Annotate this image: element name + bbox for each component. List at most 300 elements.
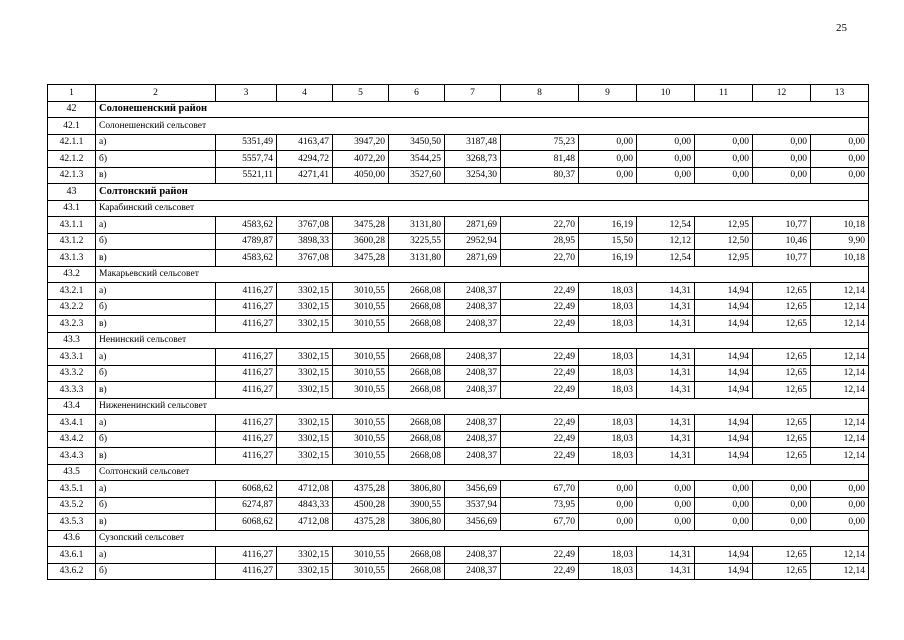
value-cell: 0,00 bbox=[579, 151, 637, 168]
value-cell: 4500,28 bbox=[333, 497, 389, 514]
value-cell: 3010,55 bbox=[333, 283, 389, 300]
value-cell: 3767,08 bbox=[277, 217, 333, 234]
value-cell: 2408,37 bbox=[445, 283, 501, 300]
value-cell: 3806,80 bbox=[389, 481, 445, 498]
value-cell: 12,65 bbox=[753, 547, 811, 564]
value-cell: 0,00 bbox=[579, 481, 637, 498]
value-cell: 0,00 bbox=[579, 497, 637, 514]
value-cell: 12,14 bbox=[811, 382, 869, 399]
value-cell: 67,70 bbox=[501, 481, 579, 498]
value-cell: 14,94 bbox=[695, 382, 753, 399]
value-cell: 3767,08 bbox=[277, 250, 333, 267]
value-cell: 0,00 bbox=[753, 514, 811, 531]
value-cell: 18,03 bbox=[579, 563, 637, 580]
table-row bbox=[48, 299, 869, 316]
value-cell: 12,14 bbox=[811, 448, 869, 465]
value-cell: 14,31 bbox=[637, 283, 695, 300]
value-cell: 18,03 bbox=[579, 382, 637, 399]
value-cell: 3302,15 bbox=[277, 448, 333, 465]
value-cell: 3010,55 bbox=[333, 563, 389, 580]
value-cell: 14,31 bbox=[637, 431, 695, 448]
value-cell: 3302,15 bbox=[277, 349, 333, 366]
value-cell: 2668,08 bbox=[389, 349, 445, 366]
value-cell: 3131,80 bbox=[389, 250, 445, 267]
value-cell: 14,94 bbox=[695, 283, 753, 300]
row-code: 42.1 bbox=[48, 118, 96, 135]
value-cell: 0,00 bbox=[695, 514, 753, 531]
value-cell: 2668,08 bbox=[389, 547, 445, 564]
value-cell: 2408,37 bbox=[445, 448, 501, 465]
row-code: 43 bbox=[48, 184, 96, 201]
value-cell: 0,00 bbox=[695, 481, 753, 498]
value-cell: 4116,27 bbox=[216, 415, 277, 432]
value-cell: 0,00 bbox=[753, 167, 811, 184]
value-cell: 4116,27 bbox=[216, 547, 277, 564]
value-cell: 4843,33 bbox=[277, 497, 333, 514]
column-number-header: 8 bbox=[501, 85, 579, 102]
value-cell: 12,65 bbox=[753, 448, 811, 465]
column-number-header: 1 bbox=[48, 85, 96, 102]
value-cell: 4116,27 bbox=[216, 448, 277, 465]
table-row bbox=[48, 563, 869, 580]
council-row bbox=[48, 118, 869, 135]
value-cell: 4116,27 bbox=[216, 365, 277, 382]
row-variant: в) bbox=[96, 316, 216, 333]
value-cell: 4583,62 bbox=[216, 217, 277, 234]
value-cell: 2668,08 bbox=[389, 448, 445, 465]
value-cell: 14,94 bbox=[695, 299, 753, 316]
value-cell: 0,00 bbox=[753, 481, 811, 498]
value-cell: 18,03 bbox=[579, 431, 637, 448]
table-row bbox=[48, 448, 869, 465]
value-cell: 15,50 bbox=[579, 233, 637, 250]
value-cell: 0,00 bbox=[811, 481, 869, 498]
row-code: 42 bbox=[48, 101, 96, 118]
row-code: 43.2 bbox=[48, 266, 96, 283]
value-cell: 2668,08 bbox=[389, 415, 445, 432]
value-cell: 3302,15 bbox=[277, 547, 333, 564]
row-variant: б) bbox=[96, 497, 216, 514]
row-variant: а) bbox=[96, 134, 216, 151]
value-cell: 12,14 bbox=[811, 316, 869, 333]
value-cell: 3456,69 bbox=[445, 514, 501, 531]
district-row bbox=[48, 101, 869, 118]
value-cell: 3010,55 bbox=[333, 382, 389, 399]
value-cell: 12,65 bbox=[753, 415, 811, 432]
row-code: 42.1.2 bbox=[48, 151, 96, 168]
council-name: Сузопский сельсовет bbox=[96, 530, 869, 547]
row-code: 43.4 bbox=[48, 398, 96, 415]
row-code: 43.4.3 bbox=[48, 448, 96, 465]
table-header-row bbox=[48, 85, 869, 102]
value-cell: 14,94 bbox=[695, 415, 753, 432]
value-cell: 81,48 bbox=[501, 151, 579, 168]
value-cell: 18,03 bbox=[579, 299, 637, 316]
value-cell: 18,03 bbox=[579, 365, 637, 382]
tariff-table bbox=[47, 84, 869, 580]
column-number-header: 2 bbox=[96, 85, 216, 102]
value-cell: 2668,08 bbox=[389, 283, 445, 300]
value-cell: 75,23 bbox=[501, 134, 579, 151]
table-row bbox=[48, 547, 869, 564]
value-cell: 2668,08 bbox=[389, 365, 445, 382]
value-cell: 14,94 bbox=[695, 547, 753, 564]
value-cell: 0,00 bbox=[811, 167, 869, 184]
column-number-header: 7 bbox=[445, 85, 501, 102]
value-cell: 3537,94 bbox=[445, 497, 501, 514]
value-cell: 9,90 bbox=[811, 233, 869, 250]
value-cell: 12,65 bbox=[753, 365, 811, 382]
row-variant: а) bbox=[96, 415, 216, 432]
value-cell: 12,14 bbox=[811, 349, 869, 366]
table-row bbox=[48, 365, 869, 382]
table-row bbox=[48, 481, 869, 498]
value-cell: 12,14 bbox=[811, 563, 869, 580]
value-cell: 3302,15 bbox=[277, 365, 333, 382]
value-cell: 10,77 bbox=[753, 217, 811, 234]
value-cell: 14,94 bbox=[695, 349, 753, 366]
row-variant: а) bbox=[96, 547, 216, 564]
value-cell: 12,65 bbox=[753, 283, 811, 300]
value-cell: 3898,33 bbox=[277, 233, 333, 250]
value-cell: 14,31 bbox=[637, 349, 695, 366]
value-cell: 0,00 bbox=[637, 151, 695, 168]
column-number-header: 13 bbox=[811, 85, 869, 102]
value-cell: 22,70 bbox=[501, 250, 579, 267]
page-number: 25 bbox=[836, 22, 847, 34]
value-cell: 22,49 bbox=[501, 415, 579, 432]
value-cell: 22,49 bbox=[501, 431, 579, 448]
value-cell: 22,49 bbox=[501, 382, 579, 399]
row-variant: в) bbox=[96, 382, 216, 399]
value-cell: 18,03 bbox=[579, 448, 637, 465]
value-cell: 14,31 bbox=[637, 415, 695, 432]
value-cell: 3302,15 bbox=[277, 382, 333, 399]
value-cell: 2668,08 bbox=[389, 563, 445, 580]
value-cell: 2668,08 bbox=[389, 431, 445, 448]
value-cell: 14,31 bbox=[637, 448, 695, 465]
value-cell: 3010,55 bbox=[333, 547, 389, 564]
row-variant: б) bbox=[96, 151, 216, 168]
value-cell: 4163,47 bbox=[277, 134, 333, 151]
value-cell: 14,31 bbox=[637, 563, 695, 580]
value-cell: 3806,80 bbox=[389, 514, 445, 531]
value-cell: 3010,55 bbox=[333, 365, 389, 382]
value-cell: 2408,37 bbox=[445, 547, 501, 564]
council-row bbox=[48, 398, 869, 415]
value-cell: 3010,55 bbox=[333, 349, 389, 366]
value-cell: 4116,27 bbox=[216, 382, 277, 399]
row-variant: б) bbox=[96, 563, 216, 580]
table-row bbox=[48, 134, 869, 151]
value-cell: 3450,50 bbox=[389, 134, 445, 151]
value-cell: 12,65 bbox=[753, 316, 811, 333]
table-row bbox=[48, 415, 869, 432]
value-cell: 2668,08 bbox=[389, 316, 445, 333]
row-code: 43.5.2 bbox=[48, 497, 96, 514]
value-cell: 0,00 bbox=[753, 134, 811, 151]
value-cell: 14,31 bbox=[637, 365, 695, 382]
value-cell: 0,00 bbox=[695, 167, 753, 184]
value-cell: 12,65 bbox=[753, 299, 811, 316]
value-cell: 12,65 bbox=[753, 349, 811, 366]
value-cell: 3947,20 bbox=[333, 134, 389, 151]
value-cell: 12,14 bbox=[811, 299, 869, 316]
table-row bbox=[48, 514, 869, 531]
value-cell: 3131,80 bbox=[389, 217, 445, 234]
value-cell: 12,65 bbox=[753, 382, 811, 399]
row-code: 43.5.1 bbox=[48, 481, 96, 498]
value-cell: 0,00 bbox=[811, 514, 869, 531]
value-cell: 2668,08 bbox=[389, 382, 445, 399]
value-cell: 10,18 bbox=[811, 217, 869, 234]
council-row bbox=[48, 266, 869, 283]
value-cell: 12,95 bbox=[695, 250, 753, 267]
row-code: 42.1.1 bbox=[48, 134, 96, 151]
table-row bbox=[48, 349, 869, 366]
value-cell: 0,00 bbox=[579, 167, 637, 184]
value-cell: 0,00 bbox=[579, 134, 637, 151]
row-variant: б) bbox=[96, 299, 216, 316]
value-cell: 14,94 bbox=[695, 431, 753, 448]
value-cell: 18,03 bbox=[579, 547, 637, 564]
column-number-header: 4 bbox=[277, 85, 333, 102]
value-cell: 18,03 bbox=[579, 349, 637, 366]
value-cell: 5557,74 bbox=[216, 151, 277, 168]
value-cell: 6274,87 bbox=[216, 497, 277, 514]
value-cell: 2408,37 bbox=[445, 431, 501, 448]
value-cell: 0,00 bbox=[753, 497, 811, 514]
value-cell: 0,00 bbox=[637, 134, 695, 151]
value-cell: 4271,41 bbox=[277, 167, 333, 184]
row-code: 43.3.1 bbox=[48, 349, 96, 366]
value-cell: 0,00 bbox=[695, 134, 753, 151]
value-cell: 3302,15 bbox=[277, 283, 333, 300]
value-cell: 22,49 bbox=[501, 365, 579, 382]
value-cell: 2871,69 bbox=[445, 250, 501, 267]
value-cell: 4072,20 bbox=[333, 151, 389, 168]
row-code: 43.6 bbox=[48, 530, 96, 547]
row-variant: б) bbox=[96, 431, 216, 448]
value-cell: 22,49 bbox=[501, 283, 579, 300]
table-row bbox=[48, 217, 869, 234]
value-cell: 14,31 bbox=[637, 316, 695, 333]
value-cell: 22,49 bbox=[501, 448, 579, 465]
row-code: 43.6.2 bbox=[48, 563, 96, 580]
value-cell: 4116,27 bbox=[216, 299, 277, 316]
value-cell: 4712,08 bbox=[277, 481, 333, 498]
value-cell: 3010,55 bbox=[333, 415, 389, 432]
value-cell: 0,00 bbox=[637, 167, 695, 184]
row-variant: в) bbox=[96, 514, 216, 531]
value-cell: 67,70 bbox=[501, 514, 579, 531]
row-code: 43.2.1 bbox=[48, 283, 96, 300]
value-cell: 2871,69 bbox=[445, 217, 501, 234]
column-number-header: 10 bbox=[637, 85, 695, 102]
value-cell: 0,00 bbox=[637, 481, 695, 498]
value-cell: 10,18 bbox=[811, 250, 869, 267]
value-cell: 4789,87 bbox=[216, 233, 277, 250]
value-cell: 4116,27 bbox=[216, 563, 277, 580]
value-cell: 0,00 bbox=[637, 514, 695, 531]
value-cell: 4375,28 bbox=[333, 481, 389, 498]
row-code: 43.6.1 bbox=[48, 547, 96, 564]
value-cell: 12,14 bbox=[811, 415, 869, 432]
council-row bbox=[48, 200, 869, 217]
table-row bbox=[48, 382, 869, 399]
council-name: Солонешенский сельсовет bbox=[96, 118, 869, 135]
value-cell: 0,00 bbox=[695, 151, 753, 168]
row-code: 43.2.3 bbox=[48, 316, 96, 333]
row-code: 43.5 bbox=[48, 464, 96, 481]
value-cell: 3187,48 bbox=[445, 134, 501, 151]
council-row bbox=[48, 332, 869, 349]
value-cell: 22,49 bbox=[501, 547, 579, 564]
value-cell: 10,77 bbox=[753, 250, 811, 267]
column-number-header: 11 bbox=[695, 85, 753, 102]
row-code: 43.1.3 bbox=[48, 250, 96, 267]
column-number-header: 12 bbox=[753, 85, 811, 102]
value-cell: 80,37 bbox=[501, 167, 579, 184]
value-cell: 3010,55 bbox=[333, 299, 389, 316]
row-variant: а) bbox=[96, 481, 216, 498]
value-cell: 3225,55 bbox=[389, 233, 445, 250]
council-row bbox=[48, 530, 869, 547]
row-variant: а) bbox=[96, 217, 216, 234]
value-cell: 4583,62 bbox=[216, 250, 277, 267]
district-row bbox=[48, 184, 869, 201]
row-code: 43.2.2 bbox=[48, 299, 96, 316]
value-cell: 0,00 bbox=[637, 497, 695, 514]
value-cell: 12,14 bbox=[811, 431, 869, 448]
value-cell: 12,95 bbox=[695, 217, 753, 234]
value-cell: 2408,37 bbox=[445, 563, 501, 580]
value-cell: 28,95 bbox=[501, 233, 579, 250]
value-cell: 14,31 bbox=[637, 382, 695, 399]
value-cell: 22,70 bbox=[501, 217, 579, 234]
value-cell: 22,49 bbox=[501, 349, 579, 366]
row-variant: в) bbox=[96, 448, 216, 465]
value-cell: 2408,37 bbox=[445, 382, 501, 399]
value-cell: 5521,11 bbox=[216, 167, 277, 184]
value-cell: 3600,28 bbox=[333, 233, 389, 250]
council-name: Ненинский сельсовет bbox=[96, 332, 869, 349]
column-number-header: 3 bbox=[216, 85, 277, 102]
value-cell: 12,14 bbox=[811, 283, 869, 300]
row-code: 43.1 bbox=[48, 200, 96, 217]
table-row bbox=[48, 167, 869, 184]
value-cell: 3010,55 bbox=[333, 431, 389, 448]
row-code: 43.3.3 bbox=[48, 382, 96, 399]
value-cell: 4116,27 bbox=[216, 283, 277, 300]
value-cell: 4294,72 bbox=[277, 151, 333, 168]
value-cell: 18,03 bbox=[579, 283, 637, 300]
value-cell: 4375,28 bbox=[333, 514, 389, 531]
value-cell: 14,94 bbox=[695, 365, 753, 382]
value-cell: 12,54 bbox=[637, 250, 695, 267]
value-cell: 2408,37 bbox=[445, 299, 501, 316]
row-code: 43.1.1 bbox=[48, 217, 96, 234]
value-cell: 0,00 bbox=[811, 151, 869, 168]
column-number-header: 5 bbox=[333, 85, 389, 102]
value-cell: 6068,62 bbox=[216, 514, 277, 531]
table-row bbox=[48, 283, 869, 300]
value-cell: 3475,28 bbox=[333, 217, 389, 234]
table-row bbox=[48, 250, 869, 267]
value-cell: 18,03 bbox=[579, 316, 637, 333]
table-row bbox=[48, 316, 869, 333]
value-cell: 22,49 bbox=[501, 316, 579, 333]
value-cell: 3254,30 bbox=[445, 167, 501, 184]
district-name: Солтонский район bbox=[96, 184, 869, 201]
value-cell: 3475,28 bbox=[333, 250, 389, 267]
value-cell: 4116,27 bbox=[216, 431, 277, 448]
column-number-header: 9 bbox=[579, 85, 637, 102]
value-cell: 2408,37 bbox=[445, 415, 501, 432]
table-row bbox=[48, 233, 869, 250]
council-name: Солтонский сельсовет bbox=[96, 464, 869, 481]
row-code: 43.5.3 bbox=[48, 514, 96, 531]
value-cell: 12,65 bbox=[753, 431, 811, 448]
value-cell: 14,31 bbox=[637, 547, 695, 564]
value-cell: 5351,49 bbox=[216, 134, 277, 151]
value-cell: 4116,27 bbox=[216, 316, 277, 333]
value-cell: 3268,73 bbox=[445, 151, 501, 168]
value-cell: 16,19 bbox=[579, 250, 637, 267]
value-cell: 3302,15 bbox=[277, 316, 333, 333]
table-body bbox=[48, 85, 869, 580]
value-cell: 0,00 bbox=[695, 497, 753, 514]
value-cell: 14,94 bbox=[695, 316, 753, 333]
value-cell: 0,00 bbox=[753, 151, 811, 168]
row-code: 43.4.1 bbox=[48, 415, 96, 432]
value-cell: 3302,15 bbox=[277, 563, 333, 580]
value-cell: 12,14 bbox=[811, 547, 869, 564]
row-code: 43.3 bbox=[48, 332, 96, 349]
value-cell: 12,65 bbox=[753, 563, 811, 580]
value-cell: 3302,15 bbox=[277, 431, 333, 448]
table-row bbox=[48, 151, 869, 168]
value-cell: 2408,37 bbox=[445, 316, 501, 333]
row-code: 43.3.2 bbox=[48, 365, 96, 382]
column-number-header: 6 bbox=[389, 85, 445, 102]
row-variant: в) bbox=[96, 250, 216, 267]
value-cell: 2408,37 bbox=[445, 365, 501, 382]
value-cell: 3456,69 bbox=[445, 481, 501, 498]
table-row bbox=[48, 431, 869, 448]
table-row bbox=[48, 497, 869, 514]
value-cell: 4050,00 bbox=[333, 167, 389, 184]
value-cell: 3302,15 bbox=[277, 415, 333, 432]
row-variant: б) bbox=[96, 233, 216, 250]
value-cell: 73,95 bbox=[501, 497, 579, 514]
row-variant: а) bbox=[96, 283, 216, 300]
council-name: Макарьевский сельсовет bbox=[96, 266, 869, 283]
value-cell: 16,19 bbox=[579, 217, 637, 234]
value-cell: 6068,62 bbox=[216, 481, 277, 498]
value-cell: 12,14 bbox=[811, 365, 869, 382]
row-variant: а) bbox=[96, 349, 216, 366]
value-cell: 18,03 bbox=[579, 415, 637, 432]
row-variant: б) bbox=[96, 365, 216, 382]
value-cell: 3527,60 bbox=[389, 167, 445, 184]
council-name: Карабинский сельсовет bbox=[96, 200, 869, 217]
council-name: Нижененинский сельсовет bbox=[96, 398, 869, 415]
value-cell: 10,46 bbox=[753, 233, 811, 250]
value-cell: 3010,55 bbox=[333, 316, 389, 333]
value-cell: 0,00 bbox=[811, 497, 869, 514]
value-cell: 3544,25 bbox=[389, 151, 445, 168]
